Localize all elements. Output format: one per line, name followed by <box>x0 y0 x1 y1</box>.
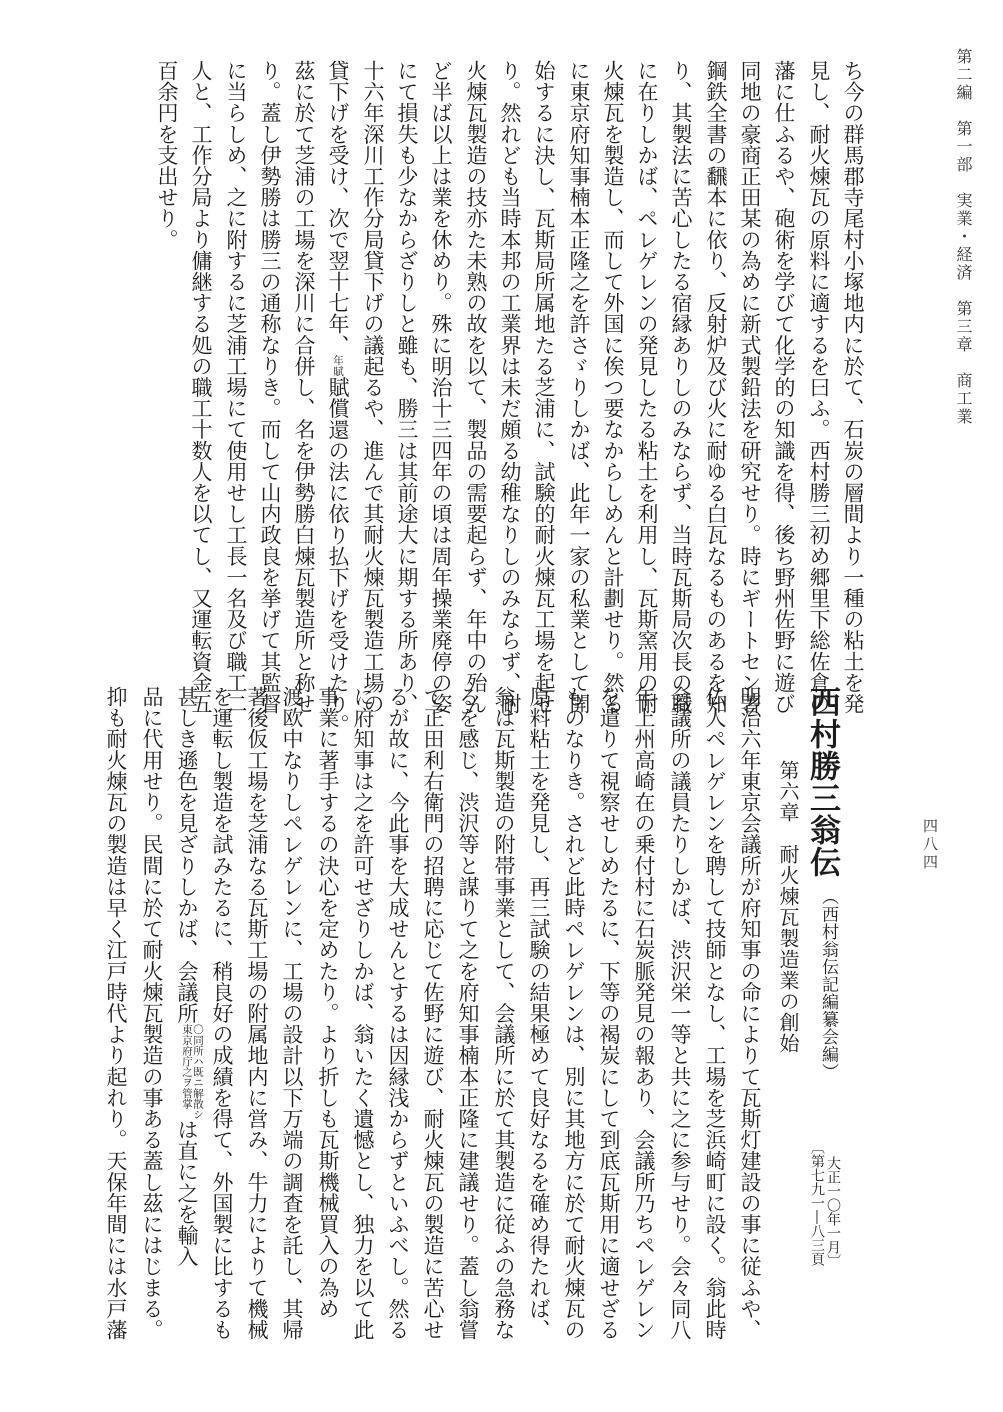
bottom-column: 著後仮工場を芝浦なる瓦斯工場の附属地内に営み、牛力によりて機械 <box>245 686 269 1341</box>
text-run: 甚しき遜色を見ざりしかば、会議所 <box>175 686 199 1024</box>
top-column: 百余円を支出せり。 <box>155 60 179 250</box>
bottom-column: るを感じ、渋沢等と謀りて之を府知事楠本正隆に建議せり。蓋し翁嘗 <box>456 686 480 1341</box>
top-column: 鋼鉄全書の飜本に依り、反射炉及び火に耐ゆる白瓦なるものあるを知 <box>704 60 728 715</box>
text-run: は直に之を輸入 <box>175 1119 199 1267</box>
bottom-column: 会議所の議員たりしかば、渋沢栄一等と共に之に参与せり。会々同八 <box>668 686 692 1341</box>
bottom-column: を遣りて視察せしめたるに、下等の褐炭にして到底瓦斯用に適せざる <box>597 686 621 1341</box>
warichu-note: 〇同所ハ既ニ解散シ 東京府庁之ヲ管掌 <box>181 1023 204 1120</box>
top-column: に当らしめ、之に附するに芝浦工場にて使用せし工長一名及び職工二 <box>224 60 248 715</box>
top-column: 藩に仕ふるや、砲術を学びて化学的の知識を得、後ち野州佐野に遊び <box>772 60 796 715</box>
text-run: 貸下げを受け、次で翌十七年、 <box>326 60 350 356</box>
top-column: 火煉瓦製造の技亦た未熟の故を以て、製品の需要起らず、年中の殆ん <box>464 60 488 715</box>
top-column: 始するに決し、瓦斯局所属地たる芝浦に、試験的耐火煉瓦工場を起せ <box>532 60 556 715</box>
bottom-column: を運転し製造を試みたるに、稍良好の成績を得て、外国製に比するも <box>210 686 234 1341</box>
bottom-column: 原料粘土を発見し、再三試験の結果極めて良好なるを確め得たれば、 <box>527 686 551 1341</box>
top-column: に東京府知事楠本正隆之を許さゞりしかば、此年一家の私業として開 <box>567 60 591 715</box>
top-column: 火煉瓦を製造し、而して外国に俟つ要なからしめんと計劃せり。然る <box>601 60 625 715</box>
article-reference-line1: 〔第七九一―八三頁 <box>809 1140 825 1266</box>
top-column: に在りしかば、ペレゲレンの発見したる粘土を利用し、瓦斯窯用の耐 <box>635 60 659 715</box>
bottom-column: 年上州高崎在の乗付村に石炭脈発見の報あり、会議所乃ちペレゲレン <box>632 686 656 1341</box>
bottom-column: 抑も耐火煉瓦の製造は早く江戸時代より起れり。天保年間には水戸藩 <box>104 686 128 1341</box>
bottom-column <box>169 686 204 1267</box>
top-column: り。然れども当時本邦の工業界は未だ頗る幼稚なりしのみならず、耐 <box>498 60 522 715</box>
top-column: 茲に於て芝浦の工場を深川に合併し、名を伊勢勝白煉瓦製造所と称せ <box>292 60 316 715</box>
top-column: り、其製法に苦心したる宿縁ありしのみならず、当時瓦斯局次長の職 <box>669 60 693 715</box>
top-column: 十六年深川工作分局貸下げの議起るや、進んで其耐火煉瓦製造工場の <box>361 60 385 715</box>
bottom-column: 翁は瓦斯製造の附帯事業として、会議所に於て其製造に従ふの急務な <box>492 686 516 1341</box>
chapter-heading: 第六章 耐火煉瓦製造業の創始 <box>776 760 800 1054</box>
top-column: にて損失も少なからざりしと雖も、勝三は其前途大に期する所あり、 <box>395 60 419 715</box>
article-reference-line2: 大正一〇年一月〕 <box>825 1156 841 1268</box>
bottom-column: て正田利右衛門の招聘に応じて佐野に遊び、耐火煉瓦の製造に苦心せ <box>421 686 445 1341</box>
text-run: 賦償還の法に依り払下げを受けたり。 <box>326 376 350 736</box>
top-column: ち今の群馬郡寺尾村小塚地内に於て、石炭の層間より一種の粘土を発 <box>841 60 865 715</box>
bottom-column: に府知事は之を許可せざりしかば、翁いたく遺憾とし、独力を以て此 <box>351 686 375 1341</box>
running-header: 第二編 第一部 実業・経済 第三章 商工業 <box>954 48 973 426</box>
top-column <box>320 60 355 735</box>
top-column: 同地の豪商正田某の為めに新式製鉛法を研究せり。時にギートセン著 <box>738 60 762 715</box>
top-column: 見し、耐火煉瓦の原料に適するを曰ふ。西村勝三初め郷里下総佐倉の <box>807 60 831 715</box>
top-column: 人と、工作分局より傭継する処の職工十数人を以てし、又運転資金五 <box>189 60 213 715</box>
bottom-column: 明治六年東京会議所が府知事の命によりて瓦斯灯建設の事に従ふや、 <box>738 686 762 1341</box>
bottom-column: 渡欧中なりしペレゲレンに、工場の設計以下万端の調査を託し、其帰 <box>280 686 304 1341</box>
bottom-column: ものなりき。されど此時ペレゲレンは、別に其地方に於て耐火煉瓦の <box>562 686 586 1341</box>
bottom-column: 仏人ペレゲレンを聘して技師となし、工場を芝浜崎町に設く。翁此時 <box>703 686 727 1341</box>
top-column: ど半ば以上は業を休めり。殊に明治十三四年の頃は周年操業廃停の姿 <box>429 60 453 715</box>
top-column: り。蓋し伊勢勝は勝三の通称なりき。而して山内政良を挙げて其監督 <box>258 60 282 715</box>
article-source: （西村翁伝記編纂会編） <box>818 888 838 1081</box>
bottom-column: 事業に著手するの決心を定めたり。より折しも瓦斯機械買入の為め <box>316 686 340 1319</box>
bottom-column: るが故に、今此事を大成せんとするは因縁浅からずといふべし。然る <box>386 686 410 1341</box>
warichu-note: 年賦 <box>332 355 344 377</box>
bottom-column: 品に代用せり。民間に於て耐火煉瓦製造の事ある蓋し茲にはじまる。 <box>140 686 164 1341</box>
article-title: 西村勝三翁伝 <box>804 686 840 878</box>
page-number: 四八四 <box>921 818 939 872</box>
